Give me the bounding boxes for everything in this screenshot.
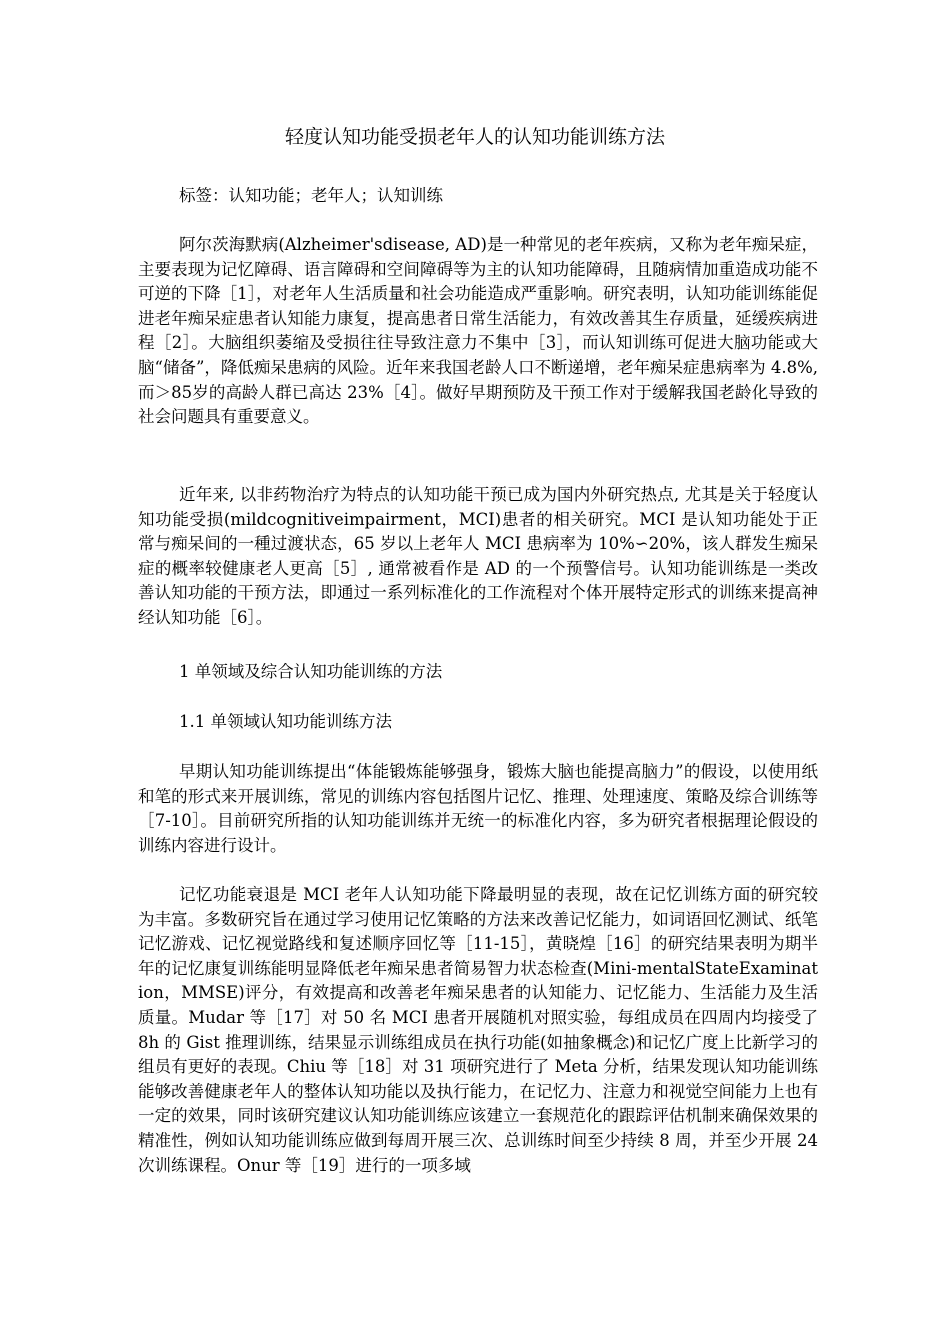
paragraph-early-training: 早期认知功能训练提出“体能锻炼能够强身，锻炼大脑也能提高脑力”的假设，以使用纸和笔的形式来开展训练，常见的训练内容包括图片记忆、推理、处理速度、策略及综合训练等［7-10］。目前研究所指的认知功能训练并无统一的标准化内容，多为研究者根据理论假设的训练内容进行设计。 <box>138 762 818 855</box>
paragraph-alzheimer-intro: 阿尔茨海默病(Alzheimer'sdisease, AD)是一种常见的老年疾病，又称为老年痴呆症，主要表现为记忆障碍、语言障碍和空间障碍等为主的认知功能障碍，且随病情加重造成功能不可逆的下降［1］，对老年人生活质量和社会功能造成严重影响。研究表明，认知功能训练能促进老年痴呆症患者认知能力康复，提高患者日常生活能力，有效改善其生存质量，延缓疾病进程［2］。大脑组织萎缩及受损往往导致注意力不集中［3］，而认知训练可促进大脑功能或大脑“储备”，降低痴呆患病的风险。近年来我国老龄人口不断递增，老年痴呆症患病率为 4.8%,而＞85岁的高龄人群已高达 23%［4］。做好早期预防及干预工作对于缓解我国老龄化导致的社会问题具有重要意义。 <box>138 235 818 427</box>
paragraph-memory-training: 记忆功能衰退是 MCI 老年人认知功能下降最明显的表现，故在记忆训练方面的研究较为丰富。多数研究旨在通过学习使用记忆策略的方法来改善记忆能力，如词语回忆测试、纸笔记忆游戏、记忆视觉路线和复述顺序回忆等［11-15］，黄晓煌［16］的研究结果表明为期半年的记忆康复训练能明显降低老年痴呆患者简易智力状态检查(Mini-mentalStateExamination，MMSE)评分，有效提高和改善老年痴呆患者的认知能力、记忆能力、生活能力及生活质量。Mudar 等［17］对 50 名 MCI 患者开展随机对照实验，每组成员在四周内均接受了 8h 的 Gist 推理训练，结果显示训练组成员在执行功能(如抽象概念)和记忆广度上比新学习的组员有更好的表现。Chiu 等［18］对 31 项研究进行了 Meta 分析，结果发现认知功能训练能够改善健康老年人的整体认知功能以及执行能力，在记忆力、注意力和视觉空间能力上也有一定的效果，同时该研究建议认知功能训练应该建立一套规范化的跟踪评估机制来确保效果的精准性，例如认知功能训练应做到每周开展三次、总训练时间至少持续 8 周，并至少开展 24 次训练课程。Onur 等［19］进行的一项多域 <box>138 885 818 1175</box>
paragraph-mci-intro: 近年来, 以非药物治疗为特点的认知功能干预已成为国内外研究热点, 尤其是关于轻度认知功能受损(mildcognitiveimpairment，MCI)患者的相关研究。MCI 是认知功能处于正常与痴呆间的一種过渡状态，65 岁以上老年人 MCI 患病率为 10%∽20%，该人群发生痴呆症的概率较健康老人更高［5］, 通常被看作是 AD 的一个预警信号。认知功能训练是一类改善认知功能的干预方法，即通过一系列标准化的工作流程对个体开展特定形式的训练来提高神经认知功能［6］。 <box>138 485 818 627</box>
document-title: 轻度认知功能受损老年人的认知功能训练方法 <box>284 126 665 148</box>
section-heading-1: 1 单领域及综合认知功能训练的方法 <box>179 662 443 681</box>
tags-line: 标签：认知功能；老年人；认知训练 <box>179 186 443 205</box>
section-heading-1-1: 1.1 单领域认知功能训练方法 <box>179 712 392 731</box>
